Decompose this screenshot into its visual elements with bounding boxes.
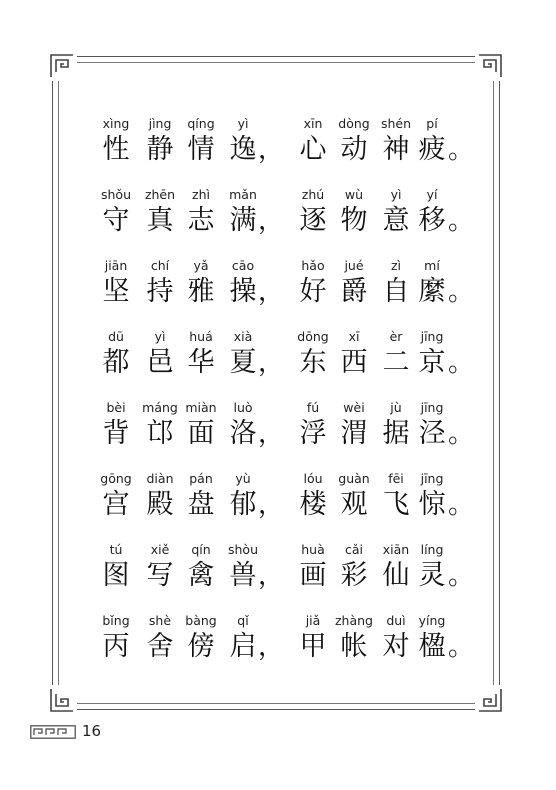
pinyin-syllable: yì [237,116,249,131]
hanzi-character: 坚 [102,276,130,307]
pinyin-syllable: guàn [338,471,370,486]
pinyin-syllable: máng [142,400,178,415]
pinyin-syllable: zhàng [334,613,373,628]
hanzi-character: 二 [382,347,410,378]
pinyin-syllable: duì [386,613,406,628]
pinyin-syllable: gōng [100,471,132,486]
pinyin-syllable: xīn [303,116,323,131]
pinyin-syllable: yǎ [193,258,209,273]
hanzi-character: 殿 [146,489,174,520]
pinyin-syllable: qíng [187,116,215,131]
hanzi-character: 面 [187,418,215,449]
hanzi-character: 兽 [229,560,257,591]
hanzi-character: 帐 [340,631,368,662]
hanzi-character: 画 [299,560,327,591]
hanzi-character: 志 [187,205,215,236]
period-mark: 。 [448,348,475,378]
comma-mark: ， [258,632,285,662]
hanzi-character: 东 [299,347,327,378]
pinyin-syllable: huá [189,329,213,344]
pinyin-syllable: cāo [231,258,255,273]
hanzi-character: 京 [418,347,446,378]
pinyin-syllable: xià [233,329,253,344]
pinyin-syllable: xìng [102,116,130,131]
hanzi-character: 动 [340,134,368,165]
pinyin-syllable: yì [390,187,402,202]
hanzi-character: 意 [382,205,410,236]
comma-mark: ， [258,490,285,520]
hanzi-character: 舍 [146,631,174,662]
pinyin-syllable: chí [150,258,170,273]
hanzi-character: 守 [102,205,130,236]
pinyin-syllable: dōng [297,329,329,344]
pinyin-syllable: líng [420,542,444,557]
hanzi-character: 縻 [418,276,446,307]
hanzi-character: 情 [187,134,215,165]
hanzi-character: 夏 [229,347,257,378]
hanzi-character: 丙 [102,631,130,662]
hanzi-character: 华 [187,347,215,378]
hanzi-character: 真 [146,205,174,236]
hanzi-character: 静 [146,134,174,165]
verse-line [0,542,556,612]
period-mark: 。 [448,419,475,449]
pinyin-syllable: qǐ [237,613,249,628]
pinyin-syllable: hǎo [301,258,325,273]
verse-line [0,258,556,328]
pinyin-syllable: shòu [227,542,258,557]
verse-line [0,613,556,683]
pinyin-syllable: miàn [185,400,217,415]
verse-line [0,329,556,399]
pinyin-syllable: luò [233,400,253,415]
pinyin-syllable: xī [348,329,360,344]
pinyin-syllable: xiān [382,542,410,557]
pinyin-syllable: mǎn [229,187,257,202]
period-mark: 。 [448,632,475,662]
hanzi-character: 邑 [146,347,174,378]
period-mark: 。 [448,135,475,165]
hanzi-character: 浮 [299,418,327,449]
hanzi-character: 仙 [382,560,410,591]
pinyin-syllable: dū [108,329,124,344]
verse-line [0,471,556,541]
pinyin-syllable: jīng [420,471,444,486]
comma-mark: ， [258,419,285,449]
pinyin-syllable: bàng [185,613,217,628]
pinyin-syllable: tú [109,542,123,557]
pinyin-syllable: zhì [192,187,210,202]
period-mark: 。 [448,490,475,520]
pinyin-syllable: lóu [303,471,323,486]
pinyin-syllable: jīng [420,400,444,415]
period-mark: 。 [448,206,475,236]
hanzi-character: 洛 [229,418,257,449]
pinyin-syllable: zhú [301,187,325,202]
hanzi-character: 好 [299,276,327,307]
hanzi-character: 据 [382,418,410,449]
comma-mark: ， [258,135,285,165]
pinyin-syllable: jīng [420,329,444,344]
hanzi-character: 禽 [187,560,215,591]
pinyin-syllable: dòng [338,116,370,131]
hanzi-character: 甲 [299,631,327,662]
comma-mark: ， [258,206,285,236]
hanzi-character: 持 [146,276,174,307]
hanzi-character: 傍 [187,631,215,662]
hanzi-character: 逐 [299,205,327,236]
hanzi-character: 泾 [418,418,446,449]
verse-line [0,187,556,257]
hanzi-character: 观 [340,489,368,520]
page-number: 16 [82,722,102,740]
pinyin-syllable: jìng [148,116,172,131]
hanzi-character: 郁 [229,489,257,520]
period-mark: 。 [448,561,475,591]
pinyin-syllable: jiān [104,258,128,273]
hanzi-character: 楼 [299,489,327,520]
comma-mark: ， [258,277,285,307]
hanzi-character: 彩 [340,560,368,591]
hanzi-character: 移 [418,205,446,236]
hanzi-character: 性 [102,134,130,165]
hanzi-character: 雅 [187,276,215,307]
verse-line [0,400,556,470]
hanzi-character: 楹 [418,631,446,662]
hanzi-character: 自 [382,276,410,307]
comma-mark: ， [258,561,285,591]
period-mark: 。 [448,277,475,307]
pinyin-syllable: wù [344,187,364,202]
hanzi-character: 对 [382,631,410,662]
hanzi-character: 背 [102,418,130,449]
hanzi-character: 宫 [102,489,130,520]
hanzi-character: 写 [146,560,174,591]
hanzi-character: 渭 [340,418,368,449]
pinyin-syllable: zì [390,258,402,273]
pinyin-syllable: jù [390,400,402,415]
pinyin-syllable: huà [301,542,325,557]
pinyin-syllable: yù [235,471,251,486]
hanzi-character: 惊 [418,489,446,520]
hanzi-character: 满 [229,205,257,236]
hanzi-character: 疲 [418,134,446,165]
hanzi-character: 都 [102,347,130,378]
hanzi-character: 盘 [187,489,215,520]
pinyin-syllable: diàn [146,471,174,486]
hanzi-character: 西 [340,347,368,378]
pinyin-syllable: yíng [418,613,446,628]
hanzi-character: 图 [102,560,130,591]
pinyin-syllable: bǐng [102,613,130,628]
pinyin-syllable: shè [148,613,172,628]
verse-line [0,116,556,186]
pinyin-syllable: qín [191,542,211,557]
pinyin-syllable: fēi [388,471,404,486]
hanzi-character: 物 [340,205,368,236]
pinyin-syllable: shǒu [100,187,131,202]
hanzi-character: 爵 [340,276,368,307]
comma-mark: ， [258,348,285,378]
hanzi-character: 飞 [382,489,410,520]
hanzi-character: 邙 [146,418,174,449]
pinyin-syllable: wèi [343,400,365,415]
pinyin-syllable: cǎi [344,542,363,557]
pinyin-syllable: mí [424,258,440,273]
pinyin-syllable: yí [426,187,438,202]
pinyin-syllable: èr [389,329,403,344]
hanzi-character: 心 [299,134,327,165]
pinyin-syllable: fú [306,400,320,415]
pinyin-syllable: yì [154,329,166,344]
hanzi-character: 神 [382,134,410,165]
pinyin-syllable: pí [426,116,438,131]
pinyin-syllable: shén [380,116,412,131]
pinyin-syllable: jiǎ [305,613,321,628]
hanzi-character: 操 [229,276,257,307]
pinyin-syllable: jué [344,258,364,273]
pinyin-syllable: zhēn [144,187,176,202]
pinyin-syllable: pán [189,471,213,486]
meander-pattern-icon [30,724,76,743]
hanzi-character: 启 [229,631,257,662]
hanzi-character: 灵 [418,560,446,591]
pinyin-syllable: xiě [150,542,170,557]
pinyin-syllable: bèi [106,400,126,415]
hanzi-character: 逸 [229,134,257,165]
